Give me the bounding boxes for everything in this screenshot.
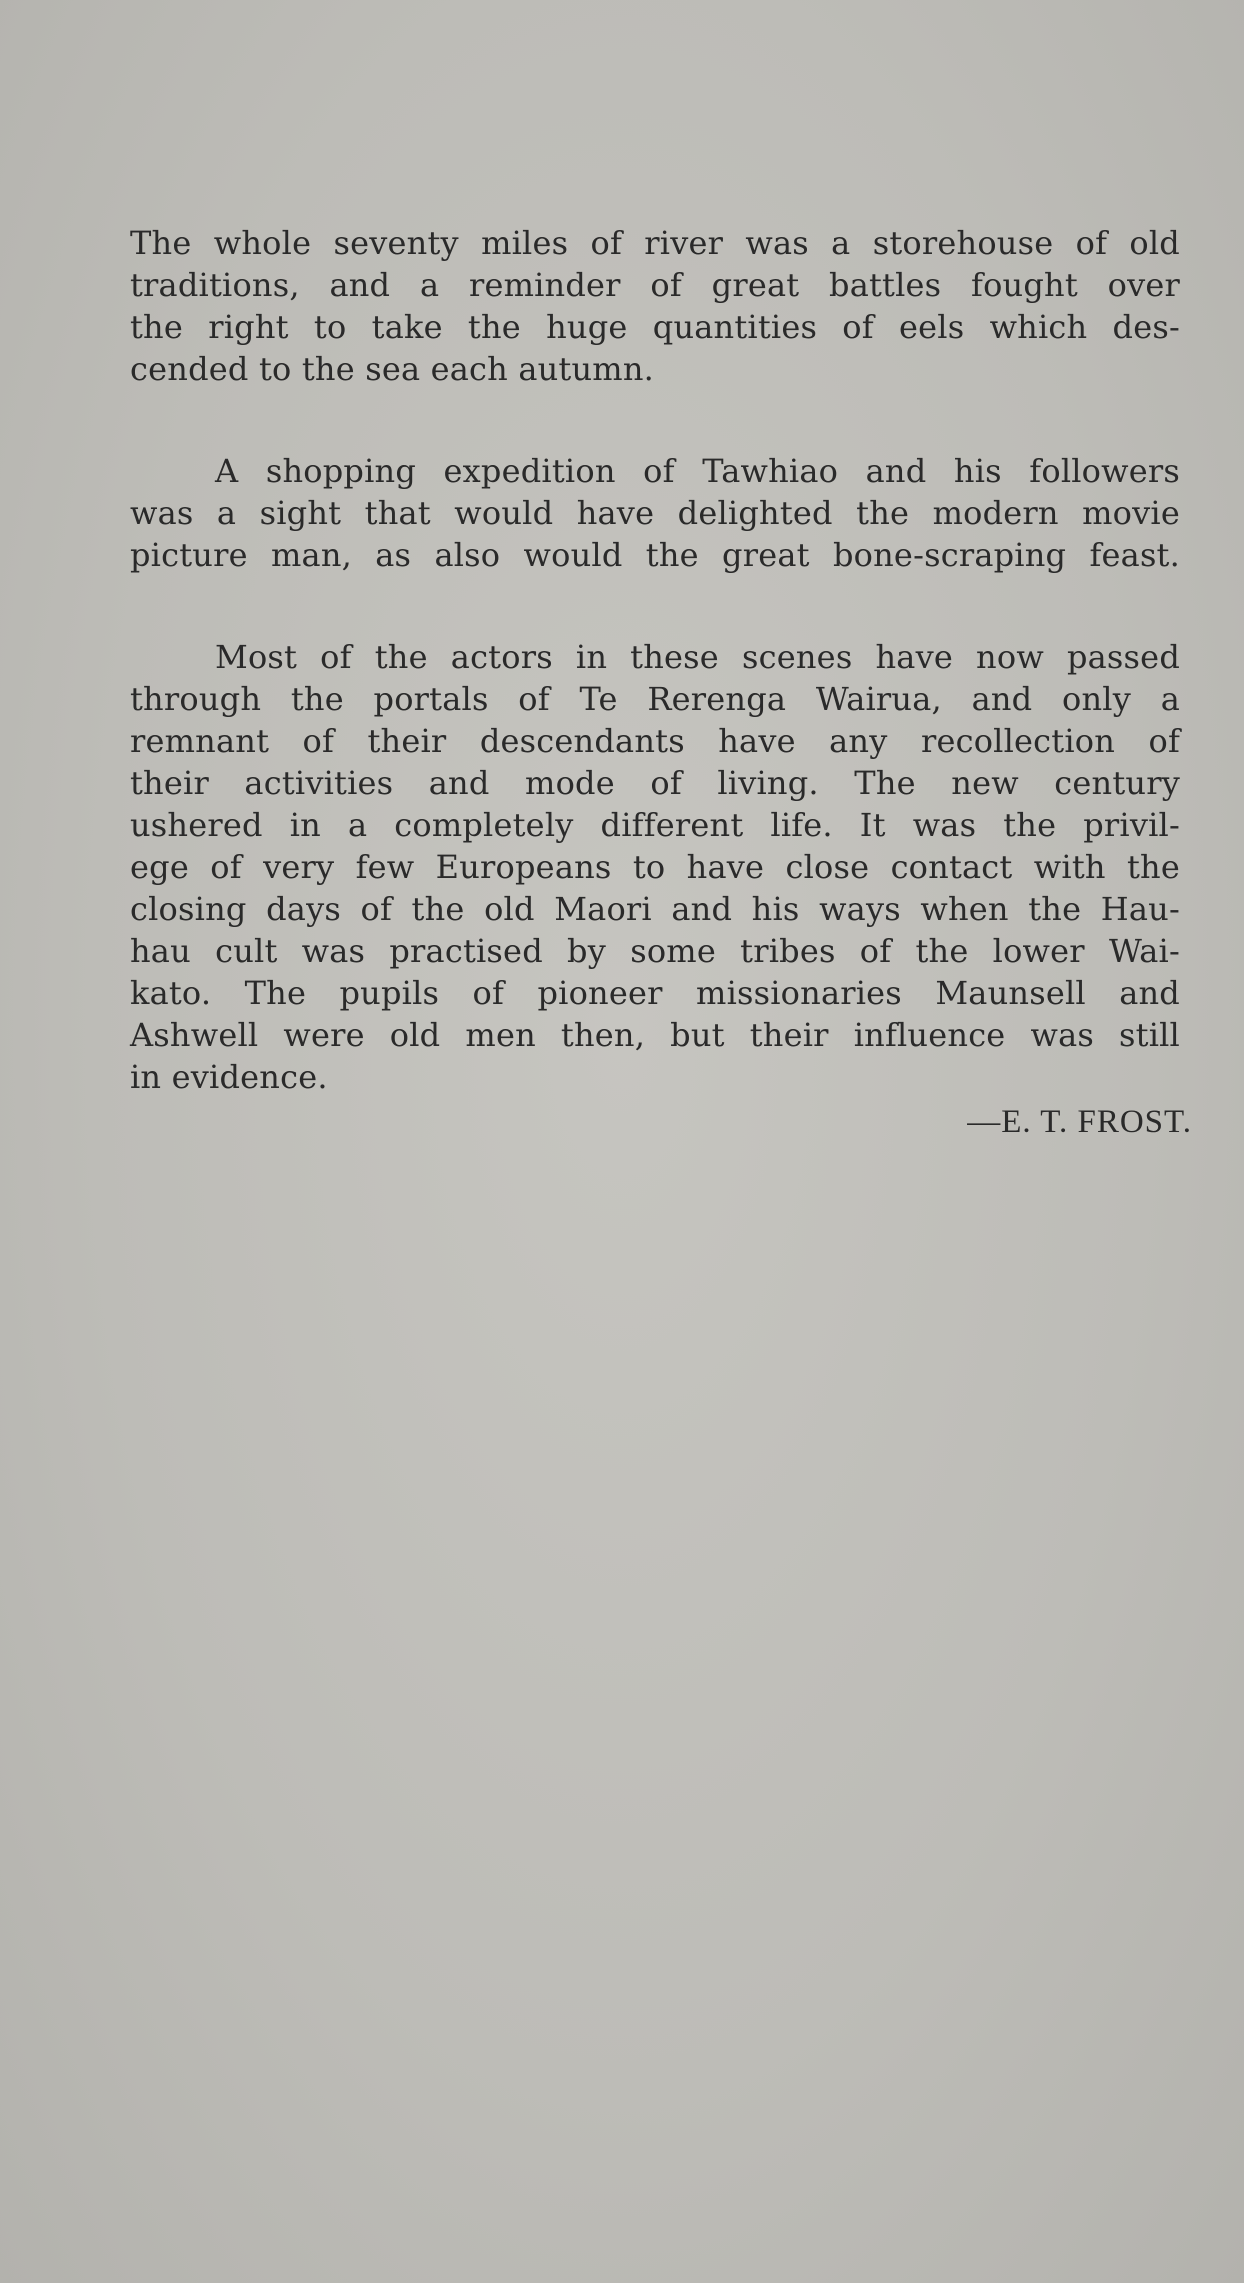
paragraph-3 — [130, 636, 1180, 1098]
paragraph-2 — [130, 450, 1180, 576]
text-line: closing days of the old Maori and his ways when the Hau- — [130, 890, 1180, 928]
text-line: in evidence. — [130, 1058, 328, 1096]
text-line: hau cult was practised by some tribes of the lower Wai- — [130, 932, 1180, 970]
body-text — [130, 222, 1180, 1098]
author-signature: —E. T. FROST. — [967, 1104, 1192, 1140]
text-line: Ashwell were old men then, but their influence was still — [130, 1016, 1180, 1054]
text-line: was a sight that would have delighted the modern movie — [130, 494, 1180, 532]
text-line: remnant of their descendants have any recollection of — [130, 722, 1180, 760]
text-line: ege of very few Europeans to have close contact with the — [130, 848, 1180, 886]
text-line: their activities and mode of living. The new century — [130, 764, 1180, 802]
text-line: Most of the actors in these scenes have now passed — [215, 638, 1180, 676]
text-line: The whole seventy miles of river was a storehouse of old — [130, 224, 1180, 262]
paragraph-1 — [130, 222, 1180, 390]
text-line: cended to the sea each autumn. — [130, 350, 655, 388]
text-line: through the portals of Te Rerenga Wairua, and only a — [130, 680, 1180, 718]
text-line: the right to take the huge quantities of eels which des- — [130, 308, 1180, 346]
text-line: traditions, and a reminder of great battles fought over — [130, 266, 1180, 304]
text-line: ushered in a completely different life. It was the privil- — [130, 806, 1180, 844]
text-line: kato. The pupils of pioneer missionaries Maunsell and — [130, 974, 1180, 1012]
text-line: picture man, as also would the great bone-scraping feast. — [130, 536, 1180, 574]
text-line: A shopping expedition of Tawhiao and his followers — [215, 452, 1180, 490]
